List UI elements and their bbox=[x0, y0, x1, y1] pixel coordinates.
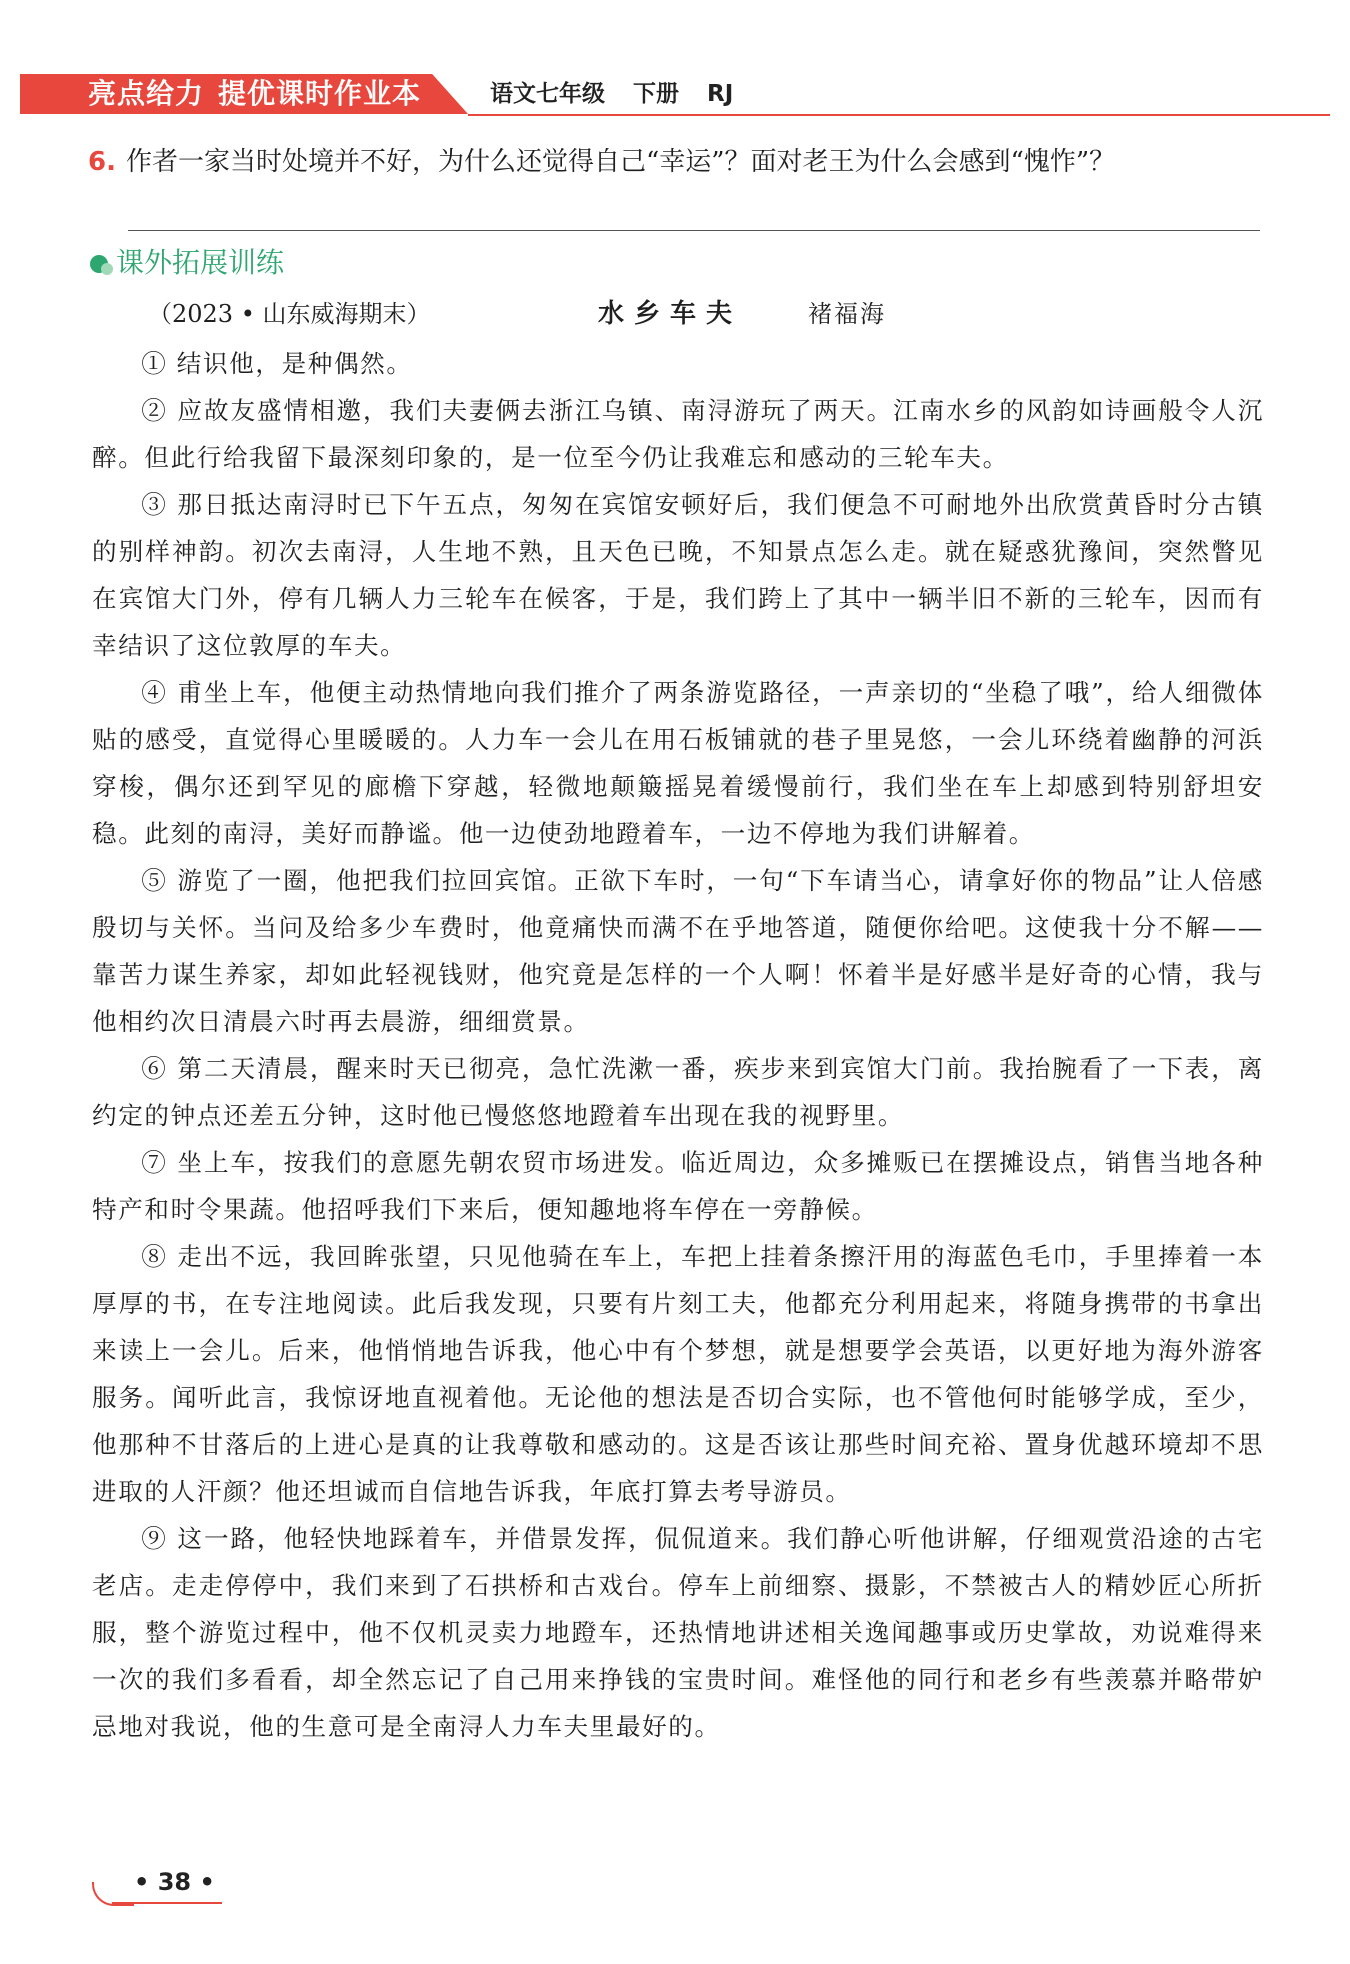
section-title: 课外拓展训练 bbox=[116, 246, 285, 279]
paragraph-5: ⑤ 游览了一圈，他把我们拉回宾馆。正欲下车时，一句“下车请当心，请拿好你的物品”让人倍感殷切与关怀。当问及给多少车费时，他竟痛快而满不在乎地答道，随便你给吧。这使我十分不解——靠苦力谋生养家，却如此轻视钱财，他究竟是怎样的一个人啊！怀着半是好感半是好奇的心情，我与他相约次日清晨六时再去晨游，细细赏景。 bbox=[92, 866, 1264, 1036]
paragraph-4: ④ 甫坐上车，他便主动热情地向我们推介了两条游览路径，一声亲切的“坐稳了哦”，给人细微体贴的感受，直觉得心里暖暖的。人力车一会儿在用石板铺就的巷子里晃悠，一会儿环绕着幽静的河浜穿梭，偶尔还到罕见的廊檐下穿越，轻微地颠簸摇晃着缓慢前行，我们坐在车上却感到特别舒坦安稳。此刻的南浔，美好而静谧。他一边使劲地蹬着车，一边不停地为我们讲解着。 bbox=[92, 678, 1264, 848]
article-title: 水乡车夫 bbox=[598, 299, 743, 329]
page-number bbox=[92, 1862, 222, 1906]
page-number-text: • 38 • bbox=[134, 1868, 215, 1896]
question-text: 作者一家当时处境并不好，为什么还觉得自己“幸运”？面对老王为什么会感到“愧怍”？ bbox=[125, 147, 1116, 177]
brand-left: 亮点给力 bbox=[88, 77, 205, 110]
paragraph-7: ⑦ 坐上车，按我们的意愿先朝农贸市场进发。临近周边，众多摊贩已在摆摊设点，销售当地各种特产和时令果蔬。他招呼我们下来后，便知趣地将车停在一旁静候。 bbox=[92, 1148, 1264, 1224]
header-subject bbox=[490, 70, 761, 118]
article-body bbox=[92, 340, 1264, 1750]
paragraph-9: ⑨ 这一路，他轻快地踩着车，并借景发挥，侃侃道来。我们静心听他讲解，仔细观赏沿途的古宅老店。走走停停中，我们来到了石拱桥和古戏台。停车上前细察、摄影，不禁被古人的精妙匠心所折服，整个游览过程中，他不仅机灵卖力地蹬车，还热情地讲述相关逸闻趣事或历史掌故，劝说难得来一次的我们多看看，却全然忘记了自己用来挣钱的宝贵时间。难怪他的同行和老乡有些羡慕并略带妒忌地对我说，他的生意可是全南浔人力车夫里最好的。 bbox=[92, 1524, 1264, 1741]
brand-right: 提优课时作业本 bbox=[218, 77, 422, 110]
section-bullet-icon bbox=[90, 255, 108, 273]
paragraph-8: ⑧ 走出不远，我回眸张望，只见他骑在车上，车把上挂着条擦汗用的海蓝色毛巾，手里捧着一本厚厚的书，在专注地阅读。此后我发现，只要有片刻工夫，他都充分利用起来，将随身携带的书拿出来读上一会儿。后来，他悄悄地告诉我，他心中有个梦想，就是想要学会英语，以更好地为海外游客服务。闻听此言，我惊讶地直视着他。无论他的想法是否切合实际，也不管他何时能够学成，至少，他那种不甘落后的上进心是真的让我尊敬和感动的。这是否该让那些时间充裕、置身优越环境却不思进取的人汗颜？他还坦诚而自信地告诉我，年底打算去考导游员。 bbox=[92, 1242, 1264, 1506]
subject-label: 语文七年级 bbox=[490, 81, 605, 107]
section-heading bbox=[90, 240, 284, 286]
answer-line bbox=[128, 230, 1260, 231]
question-number: 6. bbox=[88, 147, 116, 177]
page-number-underline bbox=[112, 1902, 222, 1904]
article-author: 褚福海 bbox=[808, 300, 886, 328]
paragraph-3: ③ 那日抵达南浔时已下午五点，匆匆在宾馆安顿好后，我们便急不可耐地外出欣赏黄昏时分古镇的别样神韵。初次去南浔，人生地不熟，且天色已晚，不知景点怎么走。就在疑惑犹豫间，突然瞥见在宾馆大门外，停有几辆人力三轮车在候客，于是，我们跨上了其中一辆半旧不新的三轮车，因而有幸结识了这位敦厚的车夫。 bbox=[92, 490, 1264, 660]
paragraph-2: ② 应故友盛情相邀，我们夫妻俩去浙江乌镇、南浔游玩了两天。江南水乡的风韵如诗画般令人沉醉。但此行给我留下最深刻印象的，是一位至今仍让我难忘和感动的三轮车夫。 bbox=[92, 396, 1264, 472]
paragraph-1: ① 结识他，是种偶然。 bbox=[141, 349, 413, 378]
question-6 bbox=[88, 142, 1268, 182]
header-brand bbox=[88, 70, 421, 118]
volume-label: 下册 bbox=[633, 81, 679, 107]
article-source: （2023 • 山东威海期末） bbox=[148, 300, 431, 328]
article-title-row bbox=[148, 294, 1248, 334]
edition-label: RJ bbox=[707, 81, 734, 107]
page-header bbox=[20, 70, 1330, 118]
paragraph-6: ⑥ 第二天清晨，醒来时天已彻亮，急忙洗漱一番，疾步来到宾馆大门前。我抬腕看了一下表，离约定的钟点还差五分钟，这时他已慢悠悠地蹬着车出现在我的视野里。 bbox=[92, 1054, 1264, 1130]
